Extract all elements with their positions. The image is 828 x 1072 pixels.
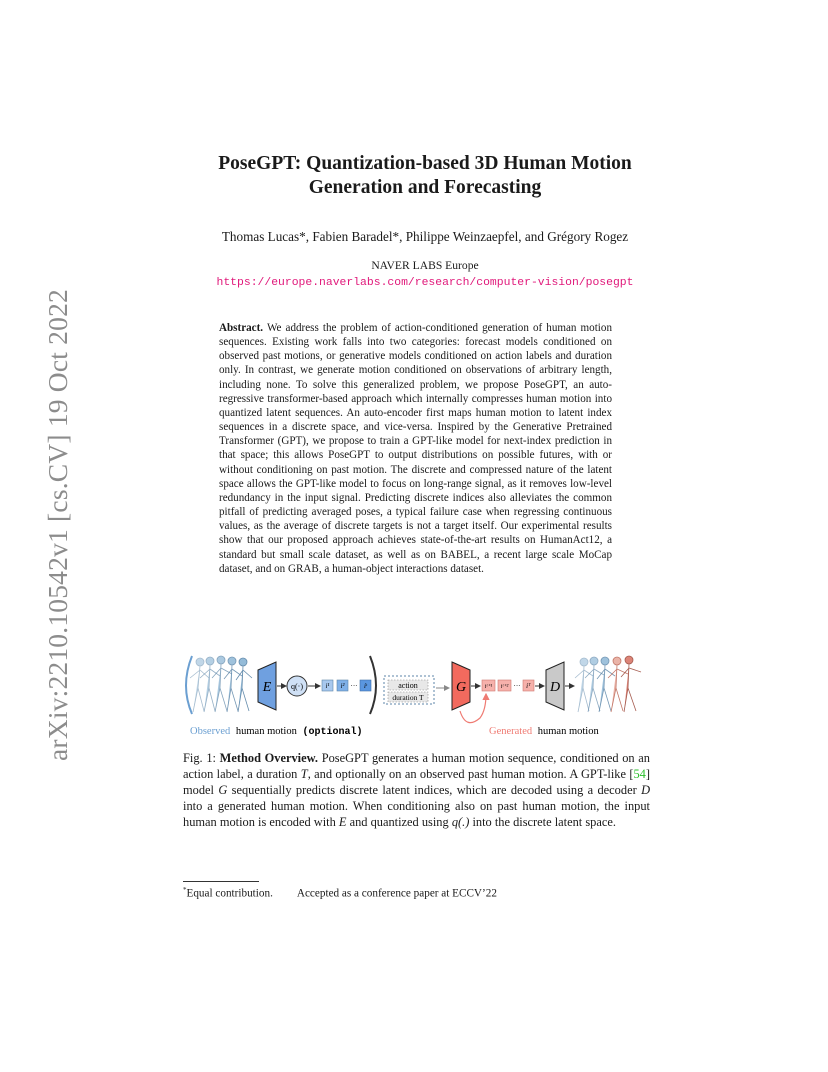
observed-rest: human motion bbox=[235, 726, 297, 737]
generator-label: G bbox=[455, 680, 467, 695]
figure-caption bbox=[183, 750, 650, 830]
decoder-label: D bbox=[549, 680, 561, 695]
generated-rest: human motion bbox=[537, 726, 599, 737]
generated-word: Generated bbox=[489, 726, 533, 737]
title-line-2: Generation and Forecasting bbox=[308, 177, 542, 198]
optional-word: (optional) bbox=[302, 727, 363, 738]
abstract bbox=[219, 321, 612, 576]
caption-text-6: and quantized using bbox=[349, 815, 449, 830]
caption-var-T: T bbox=[300, 767, 308, 782]
footnote bbox=[183, 886, 497, 900]
generated-index-ellipsis: ··· bbox=[513, 682, 521, 690]
caption-text-4: sequentially predicts discrete latent indices, which are decoded using a decoder bbox=[231, 783, 637, 798]
action-label: action bbox=[398, 681, 418, 690]
observed-motion-caption bbox=[190, 726, 362, 738]
title-line-1: PoseGPT: Quantization-based 3D Human Motion bbox=[218, 153, 632, 174]
caption-text-7: into the discrete latent space. bbox=[472, 815, 616, 830]
quantizer-label: q(·) bbox=[291, 682, 303, 691]
paper-title bbox=[130, 152, 720, 200]
caption-var-D: D bbox=[641, 783, 651, 798]
observed-index-ellipsis: ··· bbox=[350, 682, 358, 690]
caption-text-2: , and optionally on an observed past human motion. A GPT-like [ bbox=[307, 767, 634, 782]
generated-index-1-label: iᵗ⁺¹ bbox=[484, 684, 493, 690]
caption-text-3: ] model bbox=[183, 767, 650, 798]
abstract-text: We address the problem of action-conditioned generation of human motion sequences. Existing work falls into two categories: forecast models conditioned on observed past motions, or generative models conditioned on action labels and duration only. In contrast, we generate motion conditioned on observations of arbitrary length, including none. To solve this generalized problem, we propose PoseGPT, an auto-regressive transformer-based approach which internally compresses human motion into quantized latent sequences. An auto-encoder first maps human motion to latent index sequences in a discrete space, and vice-versa. Inspired by the Generative Pretrained Transformer (GPT), we propose to train a GPT-like model for next-index prediction in that space; this allows PoseGPT to output distributions on possible futures, with or without conditioning on past motion. The discrete and compressed nature of the latent space allows the GPT-like model to focus on long-range signal, as it removes low-level redundancy in the input signal. Predicting discrete indices also alleviates the common pitfall of predicting averaged poses, a typical failure case when regressing continuous values, as the average of discrete targets is not a target itself. Our experimental results show that our proposed approach achieves state-of-the-art results on HumanAct12, a standard but small scale dataset, as well as on BABEL, a recent large scale MoCap dataset, and on GRAB, a human-object interactions dataset. bbox=[219, 322, 612, 575]
footnote-mark: * bbox=[183, 886, 187, 894]
affiliation: NAVER LABS Europe bbox=[371, 259, 479, 272]
generated-index-T-label: iᵀ bbox=[526, 682, 531, 690]
observed-motion-figures bbox=[190, 656, 252, 712]
caption-bold: Method Overview. bbox=[219, 751, 318, 765]
method-overview-figure bbox=[180, 648, 655, 740]
footnote-text: Equal contribution. bbox=[186, 887, 273, 900]
citation-link[interactable]: 54 bbox=[633, 767, 646, 782]
caption-prefix: Fig. 1: bbox=[183, 751, 216, 765]
observed-index-t-label: iᵗ bbox=[363, 682, 368, 690]
generated-motion-caption bbox=[489, 726, 599, 737]
caption-var-G: G bbox=[218, 783, 228, 798]
observed-bracket-left bbox=[186, 656, 192, 714]
method-overview-diagram bbox=[180, 648, 655, 740]
conference-note: Accepted as a conference paper at ECCV’22 bbox=[296, 887, 497, 900]
generated-index-2-label: iᵗ⁺² bbox=[500, 684, 509, 690]
caption-text-5: into a generated human motion. When conditioning also on past human motion, the input human motion is encoded with bbox=[183, 799, 650, 830]
arxiv-identifier: arXiv:2210.10542v1 [cs.CV] 19 Oct 2022 bbox=[42, 289, 73, 761]
abstract-label: Abstract. bbox=[219, 322, 264, 334]
footnote-rule bbox=[183, 881, 259, 882]
observed-index-1-label: i¹ bbox=[325, 682, 330, 690]
caption-var-E: E bbox=[338, 815, 347, 830]
encoder-label: E bbox=[262, 680, 272, 695]
observed-index-2-label: i² bbox=[340, 682, 345, 690]
caption-var-q: q(.) bbox=[451, 815, 470, 830]
observed-word: Observed bbox=[190, 726, 231, 737]
author-list: Thomas Lucas*, Fabien Baradel*, Philippe Weinzaepfel, and Grégory Rogez bbox=[221, 229, 629, 244]
caption-text-1: PoseGPT generates a human motion sequence, conditioned on an action label, a duration bbox=[183, 751, 651, 782]
project-url-link[interactable]: https://europe.naverlabs.com/research/computer-vision/posegpt bbox=[216, 277, 634, 289]
duration-label: duration T bbox=[392, 693, 424, 702]
generated-motion-figures bbox=[575, 656, 641, 712]
